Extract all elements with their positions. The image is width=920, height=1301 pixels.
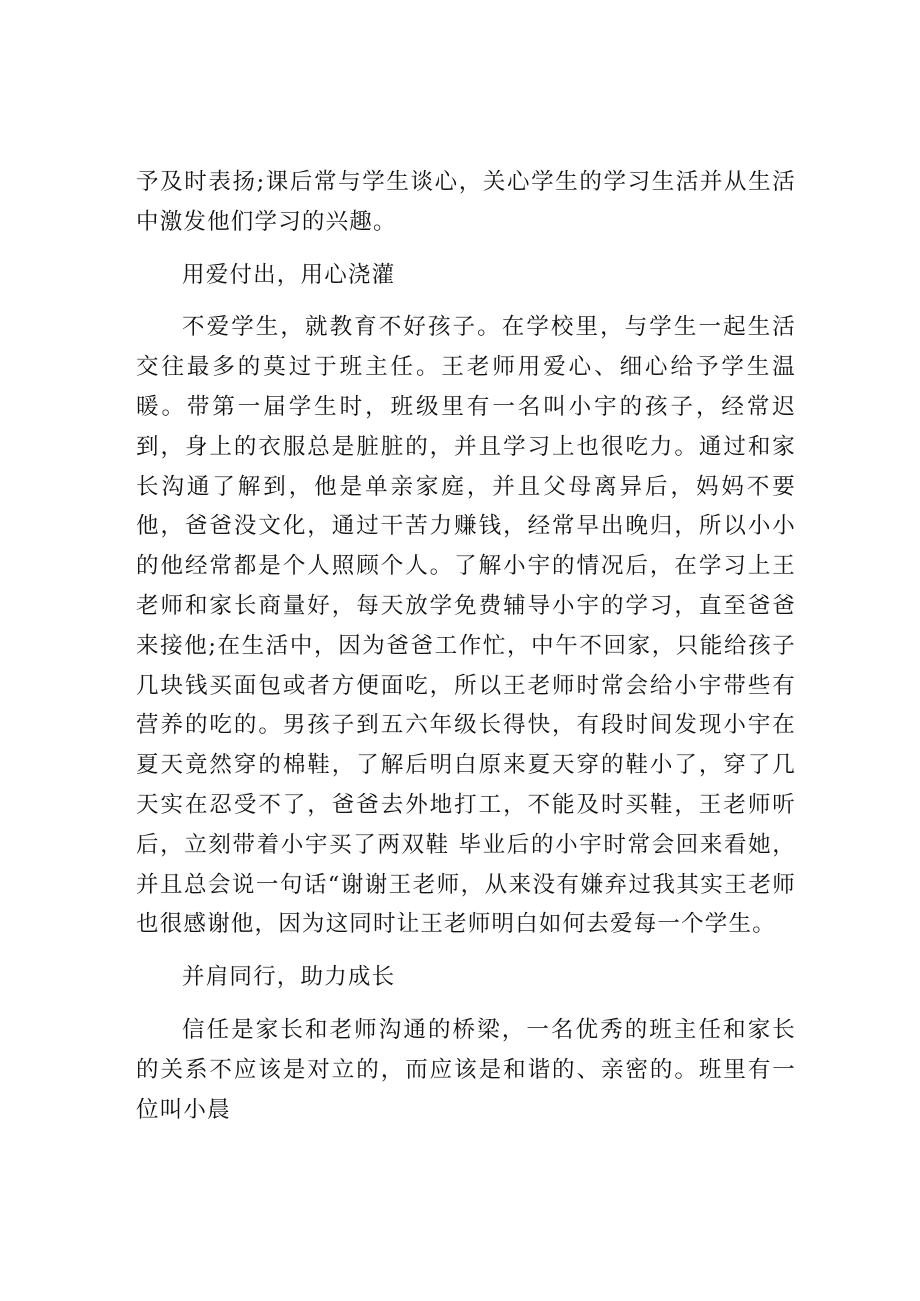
section-heading-love: 用爱付出，用心浇灌: [182, 261, 396, 288]
paragraph-trust-bridge: 信任是家长和老师沟通的桥梁，一名优秀的班主任和家长的关系不应该是对立的，而应该是和谐的、亲密的。班里有一位叫小晨: [136, 1016, 796, 1123]
document-body: [136, 163, 796, 1143]
paragraph-praise-and-care: 予及时表扬;课后常与学生谈心，关心学生的学习生活并从生活中激发他们学习的兴趣。: [136, 169, 796, 235]
paragraph-student-xiaoyu: 不爱学生，就教育不好孩子。在学校里，与学生一起生活交往最多的莫过于班主任。王老师用爱心、细心给予学生温暖。带第一届学生时，班级里有一名叫小宇的孩子，经常迟到，身上的衣服总是脏脏的，并且学习上也很吃力。通过和家长沟通了解到，他是单亲家庭，并且父母离异后，妈妈不要他，爸爸没文化，通过干苦力赚钱，经常早出晚归，所以小小的他经常都是个人照顾个人。了解小宇的情况后，在学习上王老师和家长商量好，每天放学免费辅导小宇的学习，直至爸爸来接他;在生活中，因为爸爸工作忙，中午不回家，只能给孩子几块钱买面包或者方便面吃，所以王老师时常会给小宇带些有营养的吃的。男孩子到五六年级长得快，有段时间发现小宇在夏天竟然穿的棉鞋，了解后明白原来夏天穿的鞋小了，穿了几天实在忍受不了，爸爸去外地打工，不能及时买鞋，王老师听后，立刻带着小宇买了两双鞋 毕业后的小宇时常会回来看她，并且总会说一句话“谢谢王老师，从来没有嫌弃过我其实王老师也很感谢他，因为这同时让王老师明白如何去爱每一个学生。: [136, 314, 796, 938]
section-heading-partnership: 并肩同行，助力成长: [182, 964, 396, 991]
